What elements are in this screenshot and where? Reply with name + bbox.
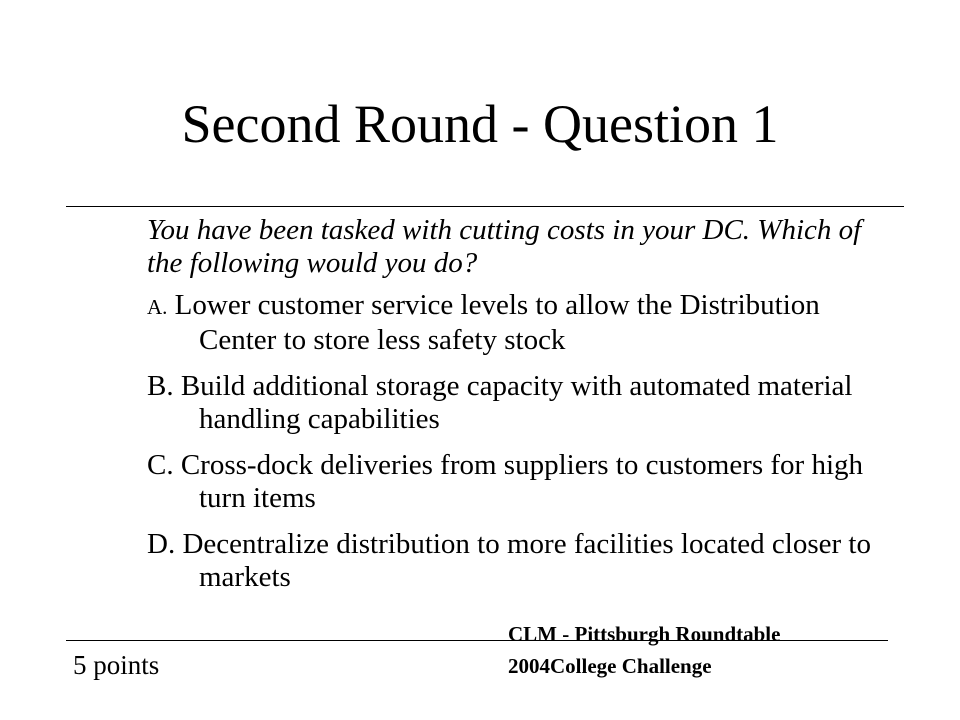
- option-c: [147, 449, 887, 515]
- option-b-letter: B.: [147, 370, 174, 402]
- option-a-letter: A.: [147, 295, 168, 319]
- option-b-text: Build additional storage capacity with automated material handling capabilities: [180, 370, 853, 435]
- footer-event: 2004College Challenge: [508, 654, 712, 678]
- option-c-letter: C.: [147, 449, 174, 481]
- bottom-divider-left: [66, 640, 510, 641]
- question-body: [147, 214, 887, 607]
- footer: [508, 618, 780, 682]
- top-divider: [66, 206, 904, 207]
- slide-title: Second Round - Question 1: [181, 94, 779, 154]
- option-d: [147, 528, 887, 594]
- option-a: [147, 289, 887, 357]
- option-a-text: Lower customer service levels to allow the Distribution Center to store less safety stock: [174, 289, 820, 356]
- footer-organization: CLM - Pittsburgh Roundtable: [508, 622, 781, 646]
- option-d-letter: D.: [147, 528, 176, 560]
- option-d-text: Decentralize distribution to more facilities located closer to markets: [182, 528, 871, 593]
- option-b: [147, 370, 887, 436]
- option-c-text: Cross-dock deliveries from suppliers to customers for high turn items: [180, 449, 864, 514]
- points-label: 5 points: [73, 650, 160, 680]
- question-text: You have been tasked with cutting costs in your DC. Which of the following would you do?: [147, 214, 862, 279]
